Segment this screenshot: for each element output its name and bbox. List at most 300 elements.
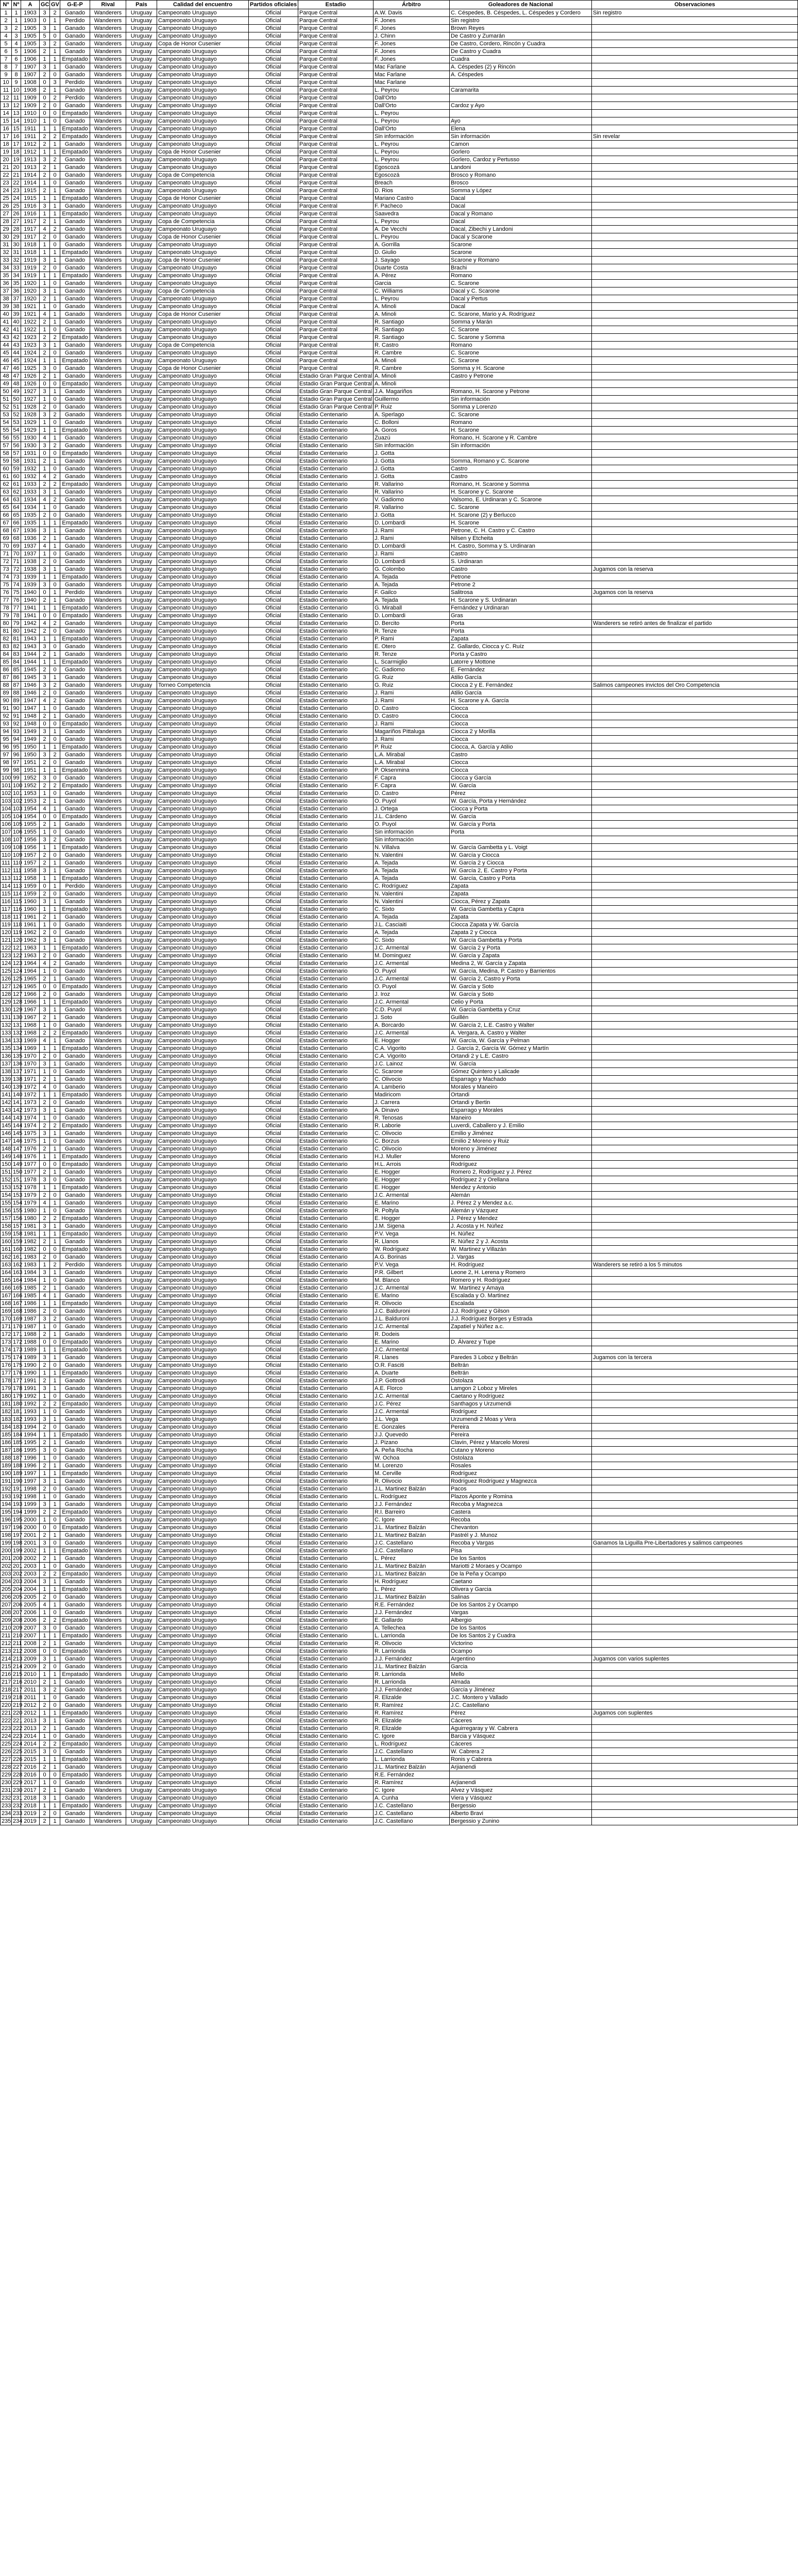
table-cell: 54 bbox=[1, 419, 12, 427]
table-cell: Ganado bbox=[60, 960, 90, 968]
table-cell: Guillén bbox=[450, 1014, 592, 1022]
table-cell: Campeonato Uruguayo bbox=[157, 1423, 249, 1431]
table-cell: Oficial bbox=[249, 233, 298, 241]
table-cell: 2 bbox=[40, 597, 50, 604]
table-cell: J.L. Martinez Balzán bbox=[373, 1532, 450, 1539]
table-cell: 209 bbox=[12, 1624, 21, 1632]
table-cell bbox=[592, 558, 798, 566]
table-cell: W. García 2, L.E. Castro y Walter bbox=[450, 1022, 592, 1029]
table-cell: Estadio Centenario bbox=[298, 790, 373, 798]
table-cell: 3 bbox=[40, 442, 50, 450]
table-cell: Uruguay bbox=[126, 1733, 157, 1740]
table-cell: 64 bbox=[12, 504, 21, 512]
table-cell: Uruguay bbox=[126, 1284, 157, 1292]
table-cell: Oficial bbox=[249, 427, 298, 434]
table-row bbox=[1, 272, 798, 280]
table-cell: Estadio Centenario bbox=[298, 1431, 373, 1439]
table-cell: Estadio Centenario bbox=[298, 1346, 373, 1354]
table-cell: Estadio Gran Parque Central bbox=[298, 372, 373, 380]
table-cell: J.C. Armental bbox=[373, 960, 450, 968]
table-cell: 1 bbox=[50, 1764, 60, 1771]
table-cell: Wanderers bbox=[90, 635, 126, 643]
table-cell: J.C. Armental bbox=[373, 1192, 450, 1199]
table-cell: J.C. Castellano bbox=[373, 1818, 450, 1825]
table-cell: Oficial bbox=[249, 736, 298, 743]
table-cell: 88 bbox=[12, 689, 21, 697]
table-cell: 1951 bbox=[21, 759, 40, 767]
table-cell: 1977 bbox=[21, 1161, 40, 1168]
table-cell: Oficial bbox=[249, 628, 298, 635]
table-cell: Ganado bbox=[60, 805, 90, 813]
table-cell: 0 bbox=[40, 110, 50, 117]
table-cell: Beltrán bbox=[450, 1369, 592, 1377]
table-cell: 1968 bbox=[21, 1029, 40, 1037]
table-cell: 34 bbox=[12, 272, 21, 280]
table-cell: Estadio Centenario bbox=[298, 1725, 373, 1733]
table-cell: 123 bbox=[12, 960, 21, 968]
table-cell: Campeonato Uruguayo bbox=[157, 550, 249, 558]
table-cell: 2 bbox=[40, 457, 50, 465]
table-cell: 46 bbox=[1, 357, 12, 365]
table-cell: 4 bbox=[40, 1037, 50, 1045]
table-cell: 1932 bbox=[21, 465, 40, 473]
table-cell: L. Peyrou bbox=[373, 295, 450, 303]
table-cell: 1 bbox=[40, 844, 50, 852]
table-cell: R.I. Barreiro bbox=[373, 1509, 450, 1516]
table-cell: 232 bbox=[1, 1794, 12, 1802]
table-cell: 0 bbox=[50, 1648, 60, 1655]
table-cell bbox=[592, 342, 798, 349]
table-cell: Oficial bbox=[249, 372, 298, 380]
table-cell: Ganado bbox=[60, 419, 90, 427]
table-cell: Porta y Castro bbox=[450, 651, 592, 658]
table-cell: W. García 2, Castro y Porta bbox=[450, 975, 592, 983]
table-cell: Oficial bbox=[249, 782, 298, 790]
table-cell: Wanderers bbox=[90, 983, 126, 991]
table-cell: 185 bbox=[1, 1431, 12, 1439]
table-cell: P. Oksenmina bbox=[373, 767, 450, 774]
table-cell: 24 bbox=[1, 187, 12, 195]
table-cell: 2 bbox=[50, 1215, 60, 1223]
table-cell bbox=[592, 1439, 798, 1447]
table-cell: 27 bbox=[12, 218, 21, 226]
table-cell bbox=[592, 937, 798, 944]
table-cell: 0 bbox=[50, 550, 60, 558]
table-cell: Uruguay bbox=[126, 195, 157, 202]
table-cell: J.C. Armental bbox=[373, 1029, 450, 1037]
table-cell: 112 bbox=[12, 875, 21, 883]
table-cell: 1907 bbox=[21, 71, 40, 79]
table-cell: 0 bbox=[50, 1810, 60, 1818]
table-cell: Uruguay bbox=[126, 705, 157, 713]
table-cell: Campeonato Uruguayo bbox=[157, 1308, 249, 1315]
table-cell: Uruguay bbox=[126, 1771, 157, 1779]
table-cell: 60 bbox=[12, 473, 21, 481]
table-cell: Estadio Centenario bbox=[298, 581, 373, 589]
table-cell: 3 bbox=[40, 40, 50, 48]
table-cell: Uruguay bbox=[126, 465, 157, 473]
table-cell: Uruguay bbox=[126, 48, 157, 56]
table-cell: Oficial bbox=[249, 1261, 298, 1269]
table-row bbox=[1, 442, 798, 450]
table-cell: 3 bbox=[40, 581, 50, 589]
table-cell: Somma y Lorenzo bbox=[450, 403, 592, 411]
table-cell: Pérez bbox=[450, 790, 592, 798]
table-cell: Oficial bbox=[249, 527, 298, 535]
table-cell: Uruguay bbox=[126, 929, 157, 937]
table-cell: Wanderers se retiró antes de finalizar el partido bbox=[592, 620, 798, 628]
table-cell: G. Ruiz bbox=[373, 682, 450, 689]
table-cell: J.C. Castellano bbox=[373, 1802, 450, 1810]
table-cell: 47 bbox=[12, 372, 21, 380]
table-cell: Oficial bbox=[249, 465, 298, 473]
table-cell: 0 bbox=[40, 720, 50, 728]
table-cell: 1 bbox=[40, 117, 50, 125]
table-cell bbox=[592, 798, 798, 805]
table-cell: Estadio Centenario bbox=[298, 913, 373, 921]
table-cell: 3 bbox=[40, 1578, 50, 1586]
table-cell: 2 bbox=[40, 759, 50, 767]
table-cell bbox=[592, 705, 798, 713]
table-cell: 1996 bbox=[21, 1462, 40, 1470]
table-cell: Uruguay bbox=[126, 836, 157, 844]
table-cell: Ganado bbox=[60, 1694, 90, 1702]
table-cell: 200 bbox=[12, 1555, 21, 1563]
table-row bbox=[1, 1570, 798, 1578]
table-cell: Ganado bbox=[60, 968, 90, 975]
table-row bbox=[1, 1261, 798, 1269]
table-cell: 1905 bbox=[21, 32, 40, 40]
table-cell: Ganado bbox=[60, 1284, 90, 1292]
table-cell: Scarone bbox=[450, 249, 592, 257]
table-cell: Estadio Centenario bbox=[298, 1091, 373, 1099]
table-cell bbox=[592, 1199, 798, 1207]
table-cell: Wanderers bbox=[90, 1601, 126, 1609]
table-cell: Wanderers bbox=[90, 1246, 126, 1253]
table-cell: Oficial bbox=[249, 813, 298, 821]
table-cell: Wanderers bbox=[90, 736, 126, 743]
table-row bbox=[1, 1794, 798, 1802]
table-cell: Campeonato Uruguayo bbox=[157, 481, 249, 488]
table-cell: Empatado bbox=[60, 1509, 90, 1516]
table-cell: Campeonato Uruguayo bbox=[157, 1161, 249, 1168]
table-cell: Wanderers bbox=[90, 434, 126, 442]
table-cell: Empatado bbox=[60, 844, 90, 852]
table-cell: Zapatiel y Núñez a.c. bbox=[450, 1323, 592, 1331]
table-cell: 12 bbox=[1, 94, 12, 102]
table-cell: C. Céspedes, B. Céspedes, L. Céspedes y Cordero bbox=[450, 9, 592, 17]
table-cell: Empatado bbox=[60, 743, 90, 751]
table-cell: L. Peyrou bbox=[373, 156, 450, 164]
table-row bbox=[1, 1168, 798, 1176]
table-cell: 1976 bbox=[21, 1145, 40, 1153]
table-cell bbox=[592, 1308, 798, 1315]
table-cell: 51 bbox=[12, 403, 21, 411]
table-cell: Oficial bbox=[249, 875, 298, 883]
table-cell: Uruguay bbox=[126, 1717, 157, 1725]
table-cell: Mello bbox=[450, 1671, 592, 1679]
table-cell: Wanderers bbox=[90, 17, 126, 25]
table-cell: 1 bbox=[50, 1292, 60, 1300]
table-cell: 1 bbox=[50, 566, 60, 573]
table-cell: 1971 bbox=[21, 1068, 40, 1076]
table-cell: Empatado bbox=[60, 573, 90, 581]
table-cell: V. Gadiomo bbox=[373, 496, 450, 504]
table-cell: H.J. Muller bbox=[373, 1153, 450, 1161]
table-cell: 109 bbox=[12, 852, 21, 859]
table-cell: 2002 bbox=[21, 1555, 40, 1563]
table-cell: F. Jones bbox=[373, 56, 450, 63]
table-cell: 50 bbox=[1, 388, 12, 396]
table-cell: Ganado bbox=[60, 929, 90, 937]
table-cell: Barcia y Vásquez bbox=[450, 1733, 592, 1740]
table-cell: Wanderers bbox=[90, 1594, 126, 1601]
table-cell: W. Ochoa bbox=[373, 1454, 450, 1462]
table-cell: J.L. Martinez Balzán bbox=[373, 1485, 450, 1493]
table-cell: Wanderers bbox=[90, 666, 126, 674]
table-cell: Uruguay bbox=[126, 628, 157, 635]
table-cell: 0 bbox=[50, 1207, 60, 1215]
table-cell: Oficial bbox=[249, 1192, 298, 1199]
table-cell: Ganado bbox=[60, 226, 90, 233]
table-cell: Uruguay bbox=[126, 17, 157, 25]
table-cell: Uruguay bbox=[126, 1331, 157, 1338]
table-cell: Estadio Centenario bbox=[298, 1509, 373, 1516]
table-cell: Ganado bbox=[60, 1223, 90, 1230]
table-cell: Parque Central bbox=[298, 280, 373, 287]
table-cell: Oficial bbox=[249, 767, 298, 774]
table-cell: Parque Central bbox=[298, 349, 373, 357]
table-cell: 96 bbox=[1, 743, 12, 751]
table-cell: Empatado bbox=[60, 148, 90, 156]
table-cell: Uruguay bbox=[126, 720, 157, 728]
table-cell: P.V. Vega bbox=[373, 1261, 450, 1269]
table-cell: Wanderers bbox=[90, 450, 126, 457]
table-cell: Uruguay bbox=[126, 1478, 157, 1485]
table-cell: 2000 bbox=[21, 1524, 40, 1532]
table-cell bbox=[592, 1764, 798, 1771]
table-cell: 2 bbox=[40, 890, 50, 898]
table-cell bbox=[592, 805, 798, 813]
table-cell: Campeonato Uruguayo bbox=[157, 504, 249, 512]
table-cell: R. Tenosas bbox=[373, 1114, 450, 1122]
table-cell: 127 bbox=[1, 983, 12, 991]
table-cell: 2005 bbox=[21, 1594, 40, 1601]
table-cell: 1 bbox=[50, 597, 60, 604]
table-row bbox=[1, 713, 798, 720]
table-cell: 2008 bbox=[21, 1648, 40, 1655]
table-cell: Oficial bbox=[249, 488, 298, 496]
table-cell: 1980 bbox=[21, 1207, 40, 1215]
table-cell: 1946 bbox=[21, 689, 40, 697]
table-cell: 4 bbox=[40, 543, 50, 550]
table-cell: 216 bbox=[12, 1679, 21, 1686]
table-cell: Estadio Centenario bbox=[298, 767, 373, 774]
table-cell: 84 bbox=[12, 658, 21, 666]
table-cell: Garcia bbox=[373, 280, 450, 287]
table-cell: Wanderers bbox=[90, 226, 126, 233]
table-cell: Wanderers bbox=[90, 643, 126, 651]
table-cell: 3 bbox=[40, 728, 50, 736]
table-cell: 79 bbox=[12, 620, 21, 628]
table-cell: 1 bbox=[40, 875, 50, 883]
table-cell: 124 bbox=[12, 968, 21, 975]
table-cell: Uruguay bbox=[126, 1323, 157, 1331]
table-row bbox=[1, 1702, 798, 1709]
table-cell: O.R. Fasciti bbox=[373, 1362, 450, 1369]
table-cell: 57 bbox=[1, 442, 12, 450]
table-cell: Wanderers bbox=[90, 156, 126, 164]
table-cell: Ganado bbox=[60, 1168, 90, 1176]
table-cell: Wanderers bbox=[90, 550, 126, 558]
table-cell: 113 bbox=[1, 875, 12, 883]
table-cell: Wanderers bbox=[90, 805, 126, 813]
table-cell: Campeonato Uruguayo bbox=[157, 952, 249, 960]
table-cell: Campeonato Uruguayo bbox=[157, 604, 249, 612]
table-cell: Uruguay bbox=[126, 71, 157, 79]
table-row bbox=[1, 1184, 798, 1192]
table-cell: 1 bbox=[50, 1223, 60, 1230]
table-cell: 1922 bbox=[21, 326, 40, 334]
table-cell: Campeonato Uruguayo bbox=[157, 141, 249, 148]
table-row bbox=[1, 311, 798, 318]
table-cell: Ortandi 2 y L.E. Castro bbox=[450, 1053, 592, 1060]
table-cell: Campeonato Uruguayo bbox=[157, 295, 249, 303]
table-cell: Oficial bbox=[249, 1199, 298, 1207]
table-row bbox=[1, 998, 798, 1006]
table-cell: 2 bbox=[40, 1663, 50, 1671]
table-cell: Wanderers bbox=[90, 241, 126, 249]
table-cell: 1980 bbox=[21, 1215, 40, 1223]
table-row bbox=[1, 1161, 798, 1168]
table-cell: Wanderers bbox=[90, 1810, 126, 1818]
table-cell: 1934 bbox=[21, 496, 40, 504]
table-cell: 0 bbox=[50, 396, 60, 403]
table-cell: Oficial bbox=[249, 1555, 298, 1563]
table-cell: A. Tejada bbox=[373, 913, 450, 921]
table-cell: Castro bbox=[450, 751, 592, 759]
table-cell: 4 bbox=[40, 1292, 50, 1300]
table-cell: Ciocca Zapata y W. García bbox=[450, 921, 592, 929]
table-cell: Estadio Centenario bbox=[298, 998, 373, 1006]
table-cell: Estadio Centenario bbox=[298, 968, 373, 975]
table-row bbox=[1, 1717, 798, 1725]
table-cell: 1 bbox=[50, 318, 60, 326]
table-cell: 219 bbox=[1, 1694, 12, 1702]
table-cell: 1 bbox=[50, 1184, 60, 1192]
table-cell: Uruguay bbox=[126, 975, 157, 983]
table-cell: Estadio Centenario bbox=[298, 666, 373, 674]
table-cell bbox=[592, 952, 798, 960]
table-cell: 2 bbox=[40, 736, 50, 743]
table-cell: 1 bbox=[40, 1709, 50, 1717]
table-cell: 1912 bbox=[21, 141, 40, 148]
table-cell: 38 bbox=[12, 303, 21, 311]
table-cell: Wanderers bbox=[90, 1385, 126, 1393]
table-cell bbox=[592, 1462, 798, 1470]
table-row bbox=[1, 991, 798, 998]
table-cell: Wanderers bbox=[90, 1393, 126, 1400]
table-row bbox=[1, 218, 798, 226]
table-cell: Uruguay bbox=[126, 473, 157, 481]
table-cell: Ganado bbox=[60, 1423, 90, 1431]
table-cell: 172 bbox=[12, 1338, 21, 1346]
table-cell: Somma, Romano y C. Scarone bbox=[450, 457, 592, 465]
table-cell: 1 bbox=[50, 798, 60, 805]
table-cell: 195 bbox=[12, 1516, 21, 1524]
table-cell: 1 bbox=[50, 998, 60, 1006]
table-cell: 1 bbox=[50, 1238, 60, 1246]
table-cell: Nilsen y Etcheita bbox=[450, 535, 592, 543]
table-cell: 2 bbox=[40, 295, 50, 303]
table-cell: Rodríguez bbox=[450, 1161, 592, 1168]
table-cell: 2 bbox=[50, 751, 60, 759]
table-cell: Estadio Centenario bbox=[298, 1168, 373, 1176]
table-cell: Estadio Centenario bbox=[298, 1756, 373, 1764]
table-cell: Recoba y Magnezca bbox=[450, 1501, 592, 1509]
table-cell: Uruguay bbox=[126, 1563, 157, 1570]
table-cell: 43 bbox=[1, 334, 12, 342]
table-cell: 212 bbox=[1, 1640, 12, 1648]
table-cell: Estadio Centenario bbox=[298, 434, 373, 442]
table-cell: Ganado bbox=[60, 280, 90, 287]
table-cell: 1930 bbox=[21, 434, 40, 442]
table-cell: Wanderers bbox=[90, 890, 126, 898]
table-cell: 2 bbox=[40, 1192, 50, 1199]
table-cell: Uruguay bbox=[126, 1408, 157, 1416]
table-row bbox=[1, 1709, 798, 1717]
table-cell: 1 bbox=[50, 1269, 60, 1277]
table-cell: 35 bbox=[12, 280, 21, 287]
table-cell: Oficial bbox=[249, 1369, 298, 1377]
table-cell: 88 bbox=[1, 682, 12, 689]
table-cell: Oficial bbox=[249, 1377, 298, 1385]
table-cell bbox=[592, 666, 798, 674]
table-cell: 0 bbox=[50, 1083, 60, 1091]
table-cell: Campeonato Uruguayo bbox=[157, 1756, 249, 1764]
table-cell bbox=[592, 774, 798, 782]
table-cell: Estadio Centenario bbox=[298, 1408, 373, 1416]
table-cell: 170 bbox=[12, 1323, 21, 1331]
table-cell: Wanderers bbox=[90, 110, 126, 117]
table-cell bbox=[592, 1138, 798, 1145]
table-cell: Bergessio y Zunino bbox=[450, 1818, 592, 1825]
table-cell bbox=[592, 736, 798, 743]
table-cell: R.E. Fernández bbox=[373, 1601, 450, 1609]
table-cell bbox=[592, 1516, 798, 1524]
table-cell: Campeonato Uruguayo bbox=[157, 558, 249, 566]
table-cell: Uruguay bbox=[126, 496, 157, 504]
table-cell: 2 bbox=[40, 1594, 50, 1601]
table-cell: 211 bbox=[1, 1632, 12, 1640]
table-cell: Wanderers bbox=[90, 1470, 126, 1478]
table-cell: 19 bbox=[12, 156, 21, 164]
table-cell: 1967 bbox=[21, 1006, 40, 1014]
table-cell: 1 bbox=[50, 1354, 60, 1362]
table-cell bbox=[592, 202, 798, 210]
table-cell: 160 bbox=[12, 1246, 21, 1253]
table-cell: Mac Farlane bbox=[373, 79, 450, 87]
table-cell: Zapata bbox=[450, 890, 592, 898]
table-cell: 0 bbox=[50, 1624, 60, 1632]
table-cell: P.R. Gilbert bbox=[373, 1269, 450, 1277]
table-row bbox=[1, 1516, 798, 1524]
table-cell: Gras bbox=[450, 612, 592, 620]
table-cell: Copa de Honor Cusenier bbox=[157, 311, 249, 318]
table-cell: 25 bbox=[1, 195, 12, 202]
table-cell: Dall'Orto bbox=[373, 102, 450, 110]
table-cell: Wanderers bbox=[90, 1253, 126, 1261]
